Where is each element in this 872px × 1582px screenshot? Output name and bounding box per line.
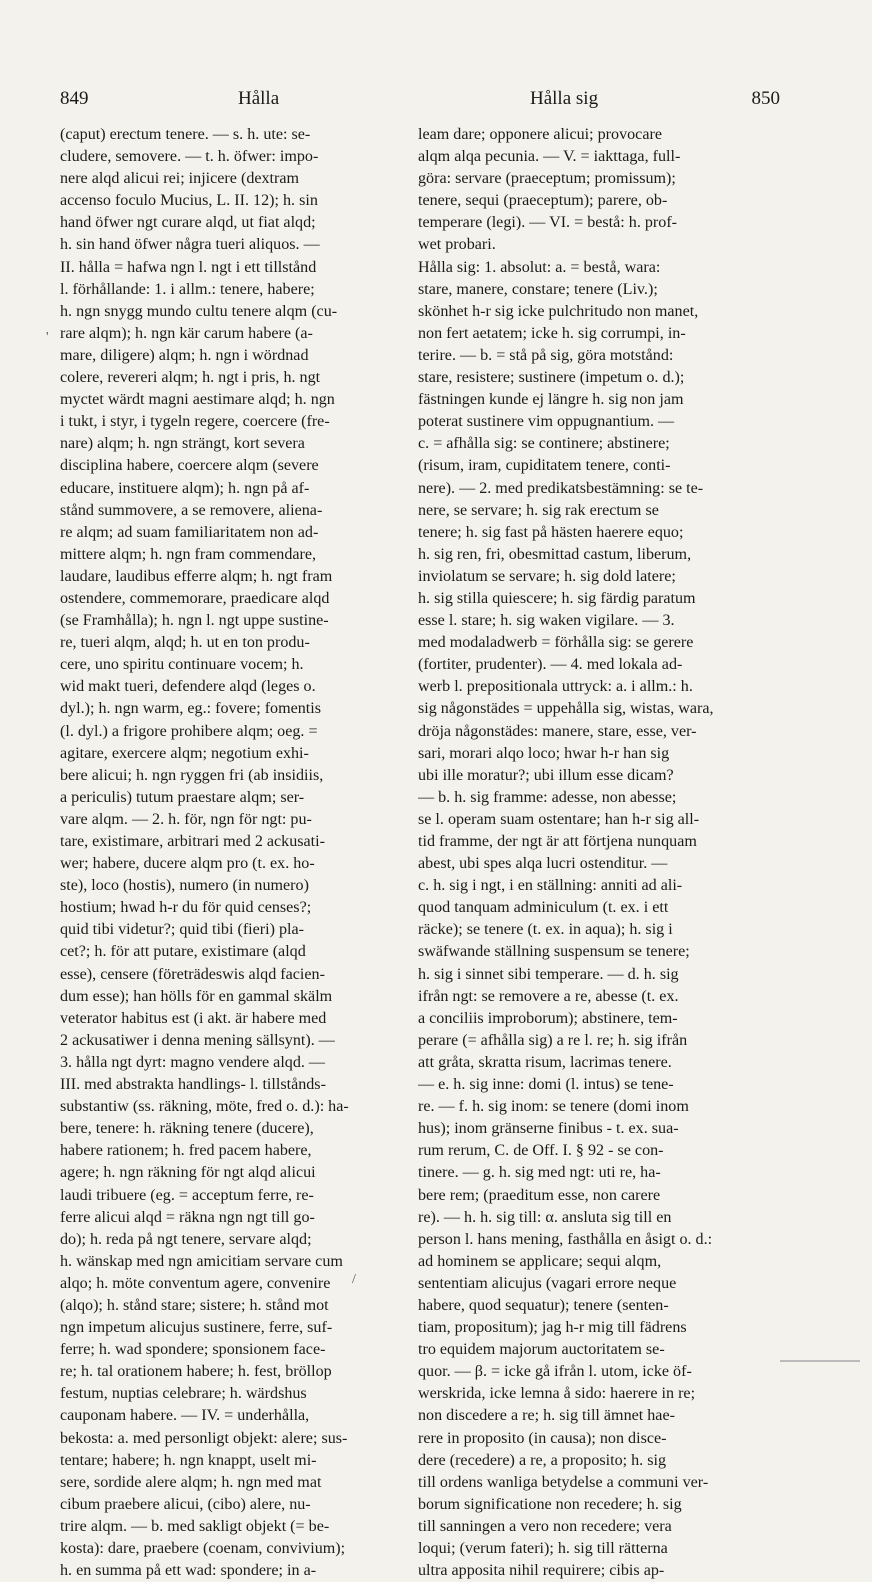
text-line: veterator habitus est (i akt. är habere med	[60, 1009, 327, 1027]
text-line: tinere. — g. h. sig med ngt: uti re, ha-	[418, 1164, 661, 1182]
text-line: (fortiter, prudenter). — 4. med lokala ad-	[418, 656, 683, 674]
text-line: hus); inom gränserne finibus - t. ex. sua-	[418, 1120, 679, 1138]
text-line: festum, nuptias celebrare; h. wärdshus	[60, 1385, 307, 1403]
text-line: re, tueri alqm, alqd; h. ut en ton produ-	[60, 634, 310, 652]
text-line: quid tibi videtur?; quid tibi (fieri) pla-	[60, 921, 305, 939]
text-line: leam dare; opponere alicui; provocare	[418, 126, 662, 143]
text-line: agitare, exercere alqm; negotium exhi-	[60, 744, 309, 762]
text-line: bekosta: a. med personligt objekt: alere; sus-	[60, 1429, 348, 1447]
text-line: swäfwande ställning suspensum se tenere;	[418, 943, 690, 961]
text-line: stare, manere, constare; tenere (Liv.);	[418, 280, 658, 298]
text-line: ferre alicui alqd = räkna ngn ngt till go-	[60, 1208, 315, 1226]
text-line: dröja någonstädes: manere, stare, esse, ver-	[418, 722, 697, 740]
text-line: laudare, laudibus efferre alqm; h. ngt fram	[60, 567, 333, 585]
text-line: poterat sustinere vim oppugnantium. —	[418, 413, 675, 431]
right-text-column	[418, 124, 760, 1582]
bottom-edge-rule	[780, 1360, 860, 1362]
text-line: h. en summa på ett wad: spondere; in a-	[60, 1562, 317, 1580]
text-line: stånd summovere, a se removere, aliena-	[60, 501, 323, 519]
text-line: nare) alqm; h. ngn strängt, kort severa	[60, 435, 305, 453]
text-line: perare (= afhålla sig) a re l. re; h. sig ifrån	[418, 1031, 688, 1049]
text-line: skönhet h-r sig icke pulchritudo non manet,	[418, 302, 699, 320]
text-line: trire alqm. — b. med sakligt objekt (= be-	[60, 1517, 330, 1535]
text-line: ferre; h. wad spondere; sponsionem face-	[60, 1341, 326, 1359]
text-line: person l. hans mening, fasthålla en åsigt o. d.:	[418, 1230, 713, 1248]
text-line: — b. h. sig framme: adesse, non abesse;	[418, 788, 677, 806]
text-line: re alqm; ad suam familiaritatem non ad-	[60, 523, 319, 541]
text-line: quod tanquam adminiculum (t. ex. i ett	[418, 899, 669, 917]
text-line: bere rem; (praeditum esse, non carere	[418, 1186, 661, 1204]
text-line: III. med abstrakta handlings- l. tillstånds-	[60, 1076, 326, 1094]
text-line: stare, resistere; sustinere (impetum o. d.);	[418, 369, 685, 387]
text-line: mittere alqm; h. ngn fram commendare,	[60, 545, 317, 563]
running-headword-left: Hålla	[238, 88, 280, 109]
text-line: ultra apposita nihil requirere; cibis ap-	[418, 1562, 665, 1580]
text-line: tare, existimare, arbitrari med 2 ackusati-	[60, 833, 325, 850]
text-line: alqo; h. möte conventum agere, convenire	[60, 1274, 331, 1292]
text-line: vare alqm. — 2. h. för, ngn för ngt: pu-	[60, 810, 312, 828]
text-line: h. sig ren, fri, obesmittad castum, liberum,	[418, 545, 692, 563]
text-line: tid framme, der ngt är att förtjena nunquam	[418, 833, 697, 850]
text-line: wid makt tueri, defendere alqd (leges o.	[60, 678, 316, 696]
text-line: bere alicui; h. ngn ryggen fri (ab insidiis,	[60, 766, 324, 784]
text-line: 3. hålla ngt dyrt: magno vendere alqd. —	[60, 1053, 326, 1071]
text-line: cet?; h. för att putare, existimare (alqd	[60, 943, 306, 961]
text-line: wer; habere, ducere alqm pro (t. ex. ho-	[60, 855, 315, 873]
text-line: 2 ackusatiwer i denna mening sällsynt). —	[60, 1031, 335, 1049]
text-line: ste), loco (hostis), numero (in numero)	[60, 877, 309, 895]
text-line: l. förhållande: 1. i allm.: tenere, habere;	[60, 280, 315, 298]
text-line: (risum, iram, cupiditatem tenere, conti-	[418, 457, 671, 475]
text-line: sententiam alicujus (vagari errore neque	[418, 1274, 677, 1292]
text-line: borum significatione non recedere; h. sig	[418, 1495, 682, 1513]
text-line: esse l. stare; h. sig waken vigilare. — 3.	[418, 612, 675, 630]
text-line: rare alqm); h. ngn kär carum habere (a-	[60, 324, 313, 342]
text-line: accenso foculo Mucius, L. II. 12); h. sin	[60, 192, 318, 210]
text-line: habere rationem; h. fred pacem habere,	[60, 1142, 312, 1160]
text-line: ngn impetum alicujus sustinere, ferre, suf-	[60, 1319, 333, 1337]
text-line: esse), censere (företrädeswis alqd facien-	[60, 965, 325, 983]
text-line: laudi tribuere (eg. = acceptum ferre, re-	[60, 1186, 314, 1204]
text-line: non fert aetatem; icke h. sig corrumpi, in-	[418, 324, 686, 342]
text-line: (caput) erectum tenere. — s. h. ute: se-	[60, 126, 311, 143]
text-line: h. sin hand öfwer några tueri aliquos. —	[60, 236, 320, 254]
text-line: cludere, semovere. — t. h. öfwer: impo-	[60, 148, 319, 166]
text-line: wet probari.	[418, 236, 496, 254]
text-line: dere (recedere) a re, a proposito; h. sig	[418, 1451, 666, 1469]
text-line: temperare (legi). — VI. = bestå: h. prof-	[418, 214, 678, 232]
page-number-left: 849	[60, 88, 89, 109]
text-line: — e. h. sig inne: domi (l. intus) se tene-	[418, 1076, 674, 1094]
text-line: habere, quod sequatur); tenere (senten-	[418, 1296, 669, 1314]
text-line: agere; h. ngn räkning för ngt alqd alicui	[60, 1164, 316, 1182]
text-line: a conciliis improborum); abstinere, tem-	[418, 1009, 678, 1027]
text-line: tro equidem majorum auctoritatem se-	[418, 1341, 665, 1359]
text-line: ubi ille moratur?; ubi illum esse dicam?	[418, 766, 674, 784]
text-line: bere, tenere: h. räkning tenere (ducere),	[60, 1120, 314, 1138]
text-line: fästningen kunde ej längre h. sig non jam	[418, 391, 684, 409]
text-line: non discedere a re; h. sig till ämnet hae-	[418, 1407, 675, 1425]
text-line: i tukt, i styr, i tygeln regere, coercere (fre-	[60, 413, 330, 431]
text-line: myctet wärdt magni aestimare alqd; h. ngn	[60, 391, 335, 409]
text-line: quor. — β. = icke gå ifrån l. utom, icke öf-	[418, 1363, 692, 1381]
text-line: nere). — 2. med predikatsbestämning: se te-	[418, 479, 704, 497]
text-line: re; h. tal orationem habere; h. fest, bröllop	[60, 1363, 332, 1381]
text-line: h. sig stilla quiescere; h. sig färdig paratum	[418, 589, 696, 607]
text-line: rum rerum, C. de Off. I. § 92 - se con-	[418, 1142, 664, 1160]
text-line: nere, se servare; h. sig rak erectum se	[418, 501, 659, 519]
text-line: nere alqd alicui rei; injicere (dextram	[60, 170, 300, 188]
text-line: ad hominem se applicare; sequi alqm,	[418, 1252, 662, 1270]
text-line: sari, morari alqo loco; hwar h-r han sig	[418, 744, 670, 762]
text-line: till ordens wanliga betydelse a communi ver-	[418, 1473, 709, 1491]
text-line: med modaladwerb = förhålla sig: se gerere	[418, 634, 694, 652]
text-line: h. ngn snygg mundo cultu tenere alqm (cu-	[60, 302, 338, 320]
text-line: göra: servare (praeceptum; promissum);	[418, 170, 676, 188]
left-text-column	[60, 124, 404, 1582]
text-line: werskrida, icke lemna å sido: haerere in re;	[418, 1385, 696, 1403]
text-line: tentare; habere; h. ngn knappt, uselt mi-	[60, 1451, 317, 1469]
text-line: (alqo); h. stånd stare; sistere; h. stånd mot	[60, 1296, 329, 1314]
text-line: alqm alqa pecunia. — V. = iakttaga, full-	[418, 148, 681, 166]
text-line: inviolatum se servare; h. sig dold latere;	[418, 567, 676, 585]
text-line: sig någonstädes = uppehålla sig, wistas, wara,	[418, 700, 714, 718]
text-line: att gråta, skratta risum, lacrimas tenere.	[418, 1053, 672, 1071]
text-line: dyl.); h. ngn warm, eg.: fovere; fomentis	[60, 700, 322, 718]
text-line: till sanningen a vero non recedere; vera	[418, 1517, 672, 1535]
text-line: Hålla sig: 1. absolut: a. = bestå, wara:	[418, 258, 661, 276]
text-line: a periculis) tutum praestare alqm; ser-	[60, 788, 305, 806]
text-line: do); h. reda på ngt tenere, servare alqd;	[60, 1230, 312, 1248]
text-line: terire. — b. = stå på sig, göra motstånd:	[418, 346, 674, 364]
stray-mark-margin: '	[46, 330, 49, 345]
text-line: substantiw (ss. räkning, möte, fred o. d.): ha-	[60, 1098, 349, 1116]
text-line: (se Framhålla); h. ngn l. ngt uppe sustine-	[60, 612, 329, 630]
text-line: h. wänskap med ngn amicitiam servare cum	[60, 1252, 343, 1270]
text-line: educare, instituere alqm); h. ngn på af-	[60, 479, 310, 497]
text-line: tiam, propositum); jag h-r mig till fädrens	[418, 1319, 687, 1337]
text-line: mare, diligere) alqm; h. ngn i wördnad	[60, 346, 309, 364]
running-headword-right: Hålla sig	[530, 88, 599, 109]
text-line: se l. operam suam ostentare; han h-r sig all-	[418, 810, 700, 828]
text-line: dum esse); han hölls för en gammal skälm	[60, 987, 333, 1005]
text-line: c. = afhålla sig: se continere; abstinere;	[418, 435, 670, 453]
text-line: h. sig i sinnet sibi temperare. — d. h. sig	[418, 965, 679, 983]
text-line: räcke); se tenere (t. ex. in aqua); h. sig i	[418, 921, 673, 939]
text-line: kosta): dare, praebere (coenam, convivium);	[60, 1540, 346, 1557]
text-line: rere in proposito (in causa); non disce-	[418, 1429, 667, 1447]
text-line: re). — h. h. sig till: α. ansluta sig till en	[418, 1208, 672, 1226]
text-line: II. hålla = hafwa ngn l. ngt i ett tillstånd	[60, 258, 317, 276]
text-line: tenere, sequi (praeceptum); parere, ob-	[418, 192, 668, 210]
text-line: ostendere, commemorare, praedicare alqd	[60, 589, 330, 607]
text-line: hand öfwer ngt curare alqd, ut fiat alqd;	[60, 214, 316, 232]
page-number-right: 850	[751, 88, 780, 109]
page-header	[60, 88, 780, 114]
text-line: re. — f. h. sig inom: se tenere (domi inom	[418, 1098, 689, 1116]
text-line: sere, sordide alere alqm; h. ngn med mat	[60, 1473, 322, 1491]
text-line: hostium; hwad h-r du för quid censes?;	[60, 899, 312, 917]
text-line: loqui; (verum fateri); h. sig till rätterna	[418, 1540, 668, 1557]
text-line: cere, uno spiritu continuare vocem; h.	[60, 656, 304, 674]
stray-mark-bottom: /	[352, 1272, 356, 1287]
text-line: c. h. sig i ngt, i en ställning: anniti ad ali-	[418, 877, 683, 895]
text-line: (l. dyl.) a frigore prohibere alqm; oeg. =	[60, 722, 318, 740]
text-line: colere, revereri alqm; h. ngt i pris, h. ngt	[60, 369, 321, 387]
text-line: abest, ubi spes alqa lucri ostenditur. —	[418, 855, 668, 873]
text-line: cibum praebere alicui, (cibo) alere, nu-	[60, 1495, 311, 1513]
text-line: tenere; h. sig fast på hästen haerere equo;	[418, 523, 684, 541]
text-line: werb l. prepositionala uttryck: a. i allm.: h.	[418, 678, 693, 696]
text-line: ifrån ngt: se removere a re, abesse (t. ex.	[418, 987, 679, 1005]
text-line: cauponam habere. — IV. = underhålla,	[60, 1407, 310, 1425]
text-line: disciplina habere, coercere alqm (severe	[60, 457, 319, 475]
